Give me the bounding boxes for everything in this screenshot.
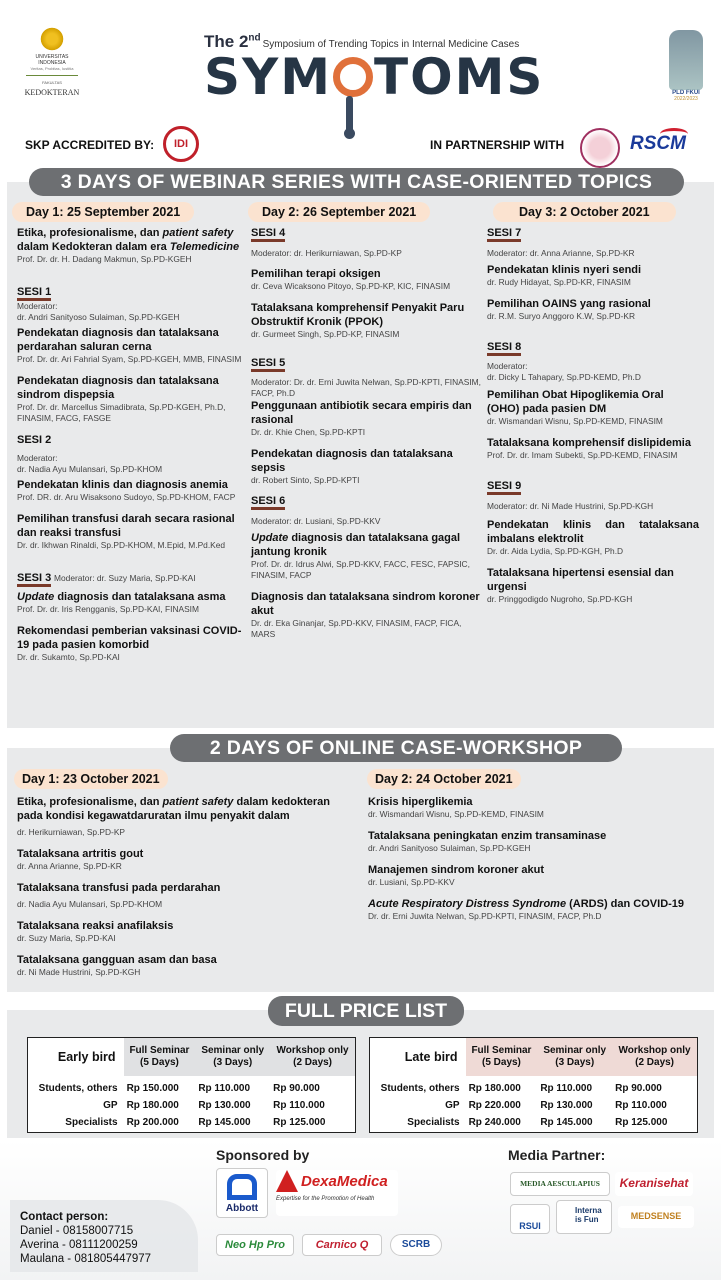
webinar-day2-column <box>251 227 481 649</box>
col-header-line: Seminar only <box>201 1045 265 1056</box>
talk-title: Tatalaksana reaksi anafilaksis <box>17 920 174 932</box>
price-cell: Rp 220.000 <box>468 1100 521 1111</box>
session-label: SESI 8 <box>487 341 521 356</box>
dexa-wordmark-row <box>276 1170 398 1192</box>
session-label: SESI 6 <box>251 495 285 510</box>
speaker: dr. Rudy Hidayat, Sp.PD-KR, FINASIM <box>487 277 631 287</box>
col-header-line: (5 Days) <box>139 1057 179 1068</box>
moderator-label: Moderator: dr. Suzy Maria, Sp.PD-KAI <box>54 573 196 583</box>
talk-title: Pendekatan klinis dan diagnosis anemia <box>17 479 228 491</box>
talk-title-italic: Update <box>251 532 289 544</box>
speaker: dr. Ni Made Hustrini, Sp.PD-KGH <box>17 967 141 977</box>
moderator-name: Moderator: dr. Herikurniawan, Sp.PD-KP <box>251 248 402 258</box>
session-label: SESI 4 <box>251 227 285 242</box>
speaker: Dr. dr. Sukamto, Sp.PD-KAI <box>17 652 120 662</box>
row-label: Specialists <box>407 1117 460 1128</box>
university-name: UNIVERSITAS INDONESIA <box>35 54 69 66</box>
title-p-stem-icon <box>346 96 353 132</box>
talk-title-italic: patient safety <box>162 796 234 808</box>
col-header-line: (2 Days) <box>293 1057 333 1068</box>
speaker: Dr. dr. Aida Lydia, Sp.PD-KGH, Ph.D <box>487 546 624 556</box>
col-header <box>195 1038 270 1076</box>
talk-title-italic: Telemedicine <box>169 241 240 253</box>
price-cell: Rp 150.000 <box>126 1083 179 1094</box>
talk-title: Tatalaksana artritis gout <box>17 848 144 860</box>
rsui-logo: RSUI <box>510 1204 550 1234</box>
talk-title: Pendekatan klinis dan tatalaksana imbalans elektrolit <box>487 519 699 545</box>
talk-title: Tatalaksana komprehensif Penyakit Paru Obstruktif Kronik (PPOK) <box>251 302 465 328</box>
talk-title <box>368 897 708 911</box>
speaker: dr. R.M. Suryo Anggoro K.W, Sp.PD-KR <box>487 311 636 321</box>
university-motto: Veritas, Probitas, Iustitia <box>30 66 74 71</box>
talk-title: Tatalaksana komprehensif dislipidemia <box>487 437 691 449</box>
speaker: dr. Lusiani, Sp.PD-KKV <box>368 877 455 887</box>
moderator-name: Moderator: dr. Ni Made Hustrini, Sp.PD-KGH <box>487 501 654 511</box>
moderator-name: dr. Nadia Ayu Mulansari, Sp.PD-KHOM <box>17 464 163 474</box>
row-label: Students, others <box>380 1083 460 1094</box>
talk-title-italic: patient safety <box>162 227 234 239</box>
table-row <box>370 1097 697 1114</box>
skp-accredited-label: SKP ACCREDITED BY: <box>25 138 155 152</box>
speaker: dr. Robert Sinto, Sp.PD-KPTI <box>251 475 360 485</box>
col-header-line: Workshop only <box>618 1045 691 1056</box>
scrb-logo: SCRB <box>390 1234 442 1256</box>
abbott-logo: Abbott <box>216 1168 268 1218</box>
price-banner: FULL PRICE LIST <box>268 996 464 1026</box>
workshop-day2-column <box>368 795 708 931</box>
medsense-logo: MEDSENSE <box>618 1206 694 1228</box>
col-header <box>270 1038 355 1076</box>
partnership-label: IN PARTNERSHIP WITH <box>430 138 565 152</box>
table-row <box>370 1114 697 1131</box>
col-header <box>466 1038 538 1076</box>
dexa-name: DexaMedica <box>301 1172 388 1190</box>
speaker: dr. Ceva Wicaksono Pitoyo, Sp.PD-KP, KIC, FINASIM <box>251 281 451 291</box>
dexa-tagline: Expertise for the Promotion of Health <box>276 1196 375 1202</box>
session-label: SESI 2 <box>17 434 52 446</box>
idi-logo-icon: IDI <box>163 126 199 162</box>
event-title <box>204 48 544 106</box>
price-cell: Rp 130.000 <box>540 1100 593 1111</box>
col-header-line: (5 Days) <box>481 1057 521 1068</box>
price-cell: Rp 125.000 <box>615 1117 668 1128</box>
workshop-day2-pill: Day 2: 24 October 2021 <box>367 769 521 789</box>
talk-title: Krisis hiperglikemia <box>368 796 473 808</box>
talk-title: Pemilihan OAINS yang rasional <box>487 298 651 310</box>
speaker: Prof. Dr. dr. Idrus Alwi, Sp.PD-KKV, FACC, FESC, FAPSIC, FINASIM, FACP <box>251 559 470 580</box>
media-partner-label: Media Partner: <box>508 1147 606 1163</box>
title-part-a: SYM <box>204 48 332 106</box>
webinar-day1-pill: Day 1: 25 September 2021 <box>12 202 194 222</box>
late-bird-table <box>369 1037 698 1133</box>
talk-title-part: diagnosis dan tatalaksana gagal jantung kronik <box>251 532 461 558</box>
webinar-day3-column <box>487 227 699 614</box>
talk-title-part: Etika, profesionalisme, dan <box>17 227 163 239</box>
talk-title-part: dalam Kedokteran dalam era <box>17 241 170 253</box>
workshop-banner: 2 DAYS OF ONLINE CASE-WORKSHOP <box>170 734 622 762</box>
workshop-day1-pill: Day 1: 23 October 2021 <box>14 769 168 789</box>
talk-title-part: Etika, profesionalisme, dan <box>17 796 163 808</box>
speaker: dr. Nadia Ayu Mulansari, Sp.PD-KHOM <box>17 899 163 909</box>
price-cell: Rp 110.000 <box>540 1083 593 1094</box>
speaker: dr. Anna Arianne, Sp.PD-KR <box>17 861 122 871</box>
interna-is-fun-logo: Interna is Fun <box>556 1200 612 1234</box>
price-cell: Rp 90.000 <box>273 1083 320 1094</box>
speaker: Prof. DR. dr. Aru Wisaksono Sudoyo, Sp.PD-KHOM, FACP <box>17 492 236 502</box>
title-o-ring-icon <box>333 57 373 97</box>
speaker: dr. Herikurniawan, Sp.PD-KP <box>17 827 125 837</box>
talk-title: Tatalaksana transfusi pada perdarahan <box>17 882 221 894</box>
session-label: SESI 7 <box>487 227 521 242</box>
contact-title: Contact person: <box>20 1211 109 1223</box>
session-label: SESI 9 <box>487 480 521 495</box>
webinar-day3-pill: Day 3: 2 October 2021 <box>493 202 676 222</box>
university-seal-icon <box>39 26 65 52</box>
speaker: Prof. Dr. dr. Imam Subekti, Sp.PD-KEMD, FINASIM <box>487 450 678 460</box>
col-header <box>124 1038 196 1076</box>
moderator-label: Moderator: <box>487 361 528 371</box>
row-label: Specialists <box>65 1117 118 1128</box>
talk-title: Tatalaksana peningkatan enzim transaminase <box>368 830 607 842</box>
dexa-logo <box>276 1170 398 1216</box>
contact-entry: Averina - 08111200259 <box>20 1239 138 1251</box>
webinar-day2-pill: Day 2: 26 September 2021 <box>248 202 430 222</box>
workshop-day1-column <box>17 795 347 987</box>
price-cell: Rp 110.000 <box>198 1083 251 1094</box>
title-part-b: TOMS <box>373 48 545 106</box>
talk-title-italic: Update <box>17 591 55 603</box>
moderator-label: Moderator: <box>17 453 58 463</box>
event-subtitle: Symposium of Trending Topics in Internal Medicine Cases <box>262 39 520 50</box>
table-row <box>28 1080 355 1097</box>
speaker: Dr. dr. Erni Juwita Nelwan, Sp.PD-KPTI, FINASIM, FACP, Ph.D <box>368 911 602 921</box>
talk-title: Pendekatan klinis nyeri sendi <box>487 264 642 276</box>
speaker: Prof. Dr. dr. Ari Fahrial Syam, Sp.PD-KGEH, MMB, FINASIM <box>17 354 242 364</box>
contact-entry: Maulana - 081805447977 <box>20 1253 152 1265</box>
abbott-a-icon <box>227 1174 257 1200</box>
col-header-line: (3 Days) <box>555 1057 595 1068</box>
talk-title: Rekomendasi pemberian vaksinasi COVID-19 pada pasien komorbid <box>17 625 242 651</box>
moderator-name: Moderator: Dr. dr. Erni Juwita Nelwan, Sp.PD-KPTI, FINASIM, FACP, Ph.D <box>251 377 481 398</box>
carnico-q-logo: Carnico Q <box>302 1234 382 1256</box>
late-bird-label: Late bird <box>370 1038 466 1076</box>
talk-title <box>17 226 245 254</box>
rscm-logo: RSCM <box>630 133 686 154</box>
col-header-line: Workshop only <box>276 1045 349 1056</box>
speaker: Dr. dr. Eka Ginanjar, Sp.PD-KKV, FINASIM, FACP, FICA, MARS <box>251 618 462 639</box>
faculty-name: KEDOKTERAN <box>24 88 80 97</box>
talk-title-part: (ARDS) dan COVID-19 <box>566 898 685 910</box>
session-label: SESI 5 <box>251 357 285 372</box>
speaker: Dr. dr. Ikhwan Rinaldi, Sp.PD-KHOM, M.Epid, M.Pd.Ked <box>17 540 226 550</box>
speaker: dr. Gurmeet Singh, Sp.PD-KP, FINASIM <box>251 329 400 339</box>
talk-title: Penggunaan antibiotik secara empiris dan rasional <box>251 400 472 426</box>
speaker: dr. Suzy Maria, Sp.PD-KAI <box>17 933 116 943</box>
col-header-line: Full Seminar <box>471 1045 532 1056</box>
neo-hp-pro-logo: Neo Hp Pro <box>216 1234 294 1256</box>
price-cell: Rp 180.000 <box>468 1083 521 1094</box>
col-header-line: (3 Days) <box>213 1057 253 1068</box>
speaker: Prof. Dr. dr. H. Dadang Makmun, Sp.PD-KGEH <box>17 254 192 264</box>
speaker: dr. Wismandari Wisnu, Sp.PD-KEMD, FINASIM <box>368 809 544 819</box>
col-header <box>537 1038 612 1076</box>
speaker: Prof. Dr. dr. Iris Rengganis, Sp.PD-KAI, FINASIM <box>17 604 199 614</box>
contact-entry: Daniel - 08158007715 <box>20 1225 134 1237</box>
talk-title: Manajemen sindrom koroner akut <box>368 864 545 876</box>
talk-title-part: dalam kedokteran pada kondisi kegawatdaruratan ilmu penyakit dalam <box>17 796 331 822</box>
faculty-label: FAKULTAS <box>42 80 62 85</box>
moderator-name: dr. Andri Sanityoso Sulaiman, Sp.PD-KGEH <box>17 312 180 322</box>
pld-caduceus-icon <box>669 30 703 90</box>
talk-title: Pemilihan Obat Hipoglikemia Oral (OHO) pada pasien DM <box>487 389 664 415</box>
speaker: dr. Andri Sanityoso Sulaiman, Sp.PD-KGEH <box>368 843 531 853</box>
divider <box>26 75 78 76</box>
table-row <box>370 1080 697 1097</box>
talk-title: Tatalaksana gangguan asam dan basa <box>17 954 217 966</box>
price-cell: Rp 200.000 <box>126 1117 179 1128</box>
talk-title: Pendekatan diagnosis dan tatalaksana sindrom dispepsia <box>17 375 219 401</box>
webinar-day1-column <box>17 226 245 672</box>
talk-title <box>17 590 245 604</box>
price-cell: Rp 240.000 <box>468 1117 521 1128</box>
moderator-name: dr. Dicky L Tahapary, Sp.PD-KEMD, Ph.D <box>487 372 641 382</box>
title-the: The 2 <box>204 32 249 51</box>
contact-box <box>10 1200 198 1272</box>
talk-title: Tatalaksana hipertensi esensial dan urgensi <box>487 567 674 593</box>
price-cell: Rp 145.000 <box>198 1117 251 1128</box>
row-label: GP <box>445 1100 460 1111</box>
speaker: dr. Pringgodigdo Nugroho, Sp.PD-KGH <box>487 594 633 604</box>
early-bird-label: Early bird <box>28 1038 124 1076</box>
sponsored-by-label: Sponsored by <box>216 1147 310 1163</box>
title-ordinal: nd <box>248 32 261 44</box>
speaker: dr. Wismandari Wisnu, Sp.PD-KEMD, FINASIM <box>487 416 663 426</box>
early-bird-table <box>27 1037 356 1133</box>
media-aesculapius-logo: MEDIA AESCULAPIUS <box>510 1172 610 1196</box>
col-header-line: Full Seminar <box>129 1045 190 1056</box>
title-p-dot-icon <box>344 128 355 139</box>
talk-title-italic: Acute Respiratory Distress Syndrome <box>368 898 567 910</box>
speaker: Prof. Dr. dr. Marcellus Simadibrata, Sp.PD-KGEH, Ph.D, FINASIM, FACG, FASGE <box>17 402 226 423</box>
table-row <box>28 1114 355 1131</box>
moderator-label: Moderator: <box>17 301 58 311</box>
moderator-name: Moderator: dr. Lusiani, Sp.PD-KKV <box>251 516 381 526</box>
talk-title: Pendekatan diagnosis dan tatalaksana perdarahan saluran cerna <box>17 327 219 353</box>
webinar-banner: 3 DAYS OF WEBINAR SERIES WITH CASE-ORIENTED TOPICS <box>29 168 684 196</box>
table-row <box>28 1097 355 1114</box>
pld-logo-block <box>664 30 708 102</box>
talk-title: Diagnosis dan tatalaksana sindrom koroner akut <box>251 591 480 617</box>
col-header <box>612 1038 697 1076</box>
row-label: Students, others <box>38 1083 118 1094</box>
talk-title: Pemilihan transfusi darah secara rasional dan reaksi transfusi <box>17 513 235 539</box>
speaker: Dr. dr. Khie Chen, Sp.PD-KPTI <box>251 427 366 437</box>
dexa-triangle-icon <box>276 1170 298 1192</box>
price-cell: Rp 90.000 <box>615 1083 662 1094</box>
pld-name: PLD FKUI <box>672 90 700 96</box>
price-cell: Rp 110.000 <box>615 1100 667 1111</box>
price-cell: Rp 125.000 <box>273 1117 326 1128</box>
talk-title: Pemilihan terapi oksigen <box>251 268 381 280</box>
keranisehat-logo: Keranisehat <box>615 1172 693 1196</box>
pld-year: 2022/2023 <box>674 96 698 102</box>
talk-title <box>17 795 347 823</box>
price-cell: Rp 180.000 <box>126 1100 179 1111</box>
talk-title: Pendekatan diagnosis dan tatalaksana sepsis <box>251 448 453 474</box>
partner-seal-icon <box>580 128 620 168</box>
price-cell: Rp 130.000 <box>198 1100 251 1111</box>
moderator-name: Moderator: dr. Anna Arianne, Sp.PD-KR <box>487 248 635 258</box>
talk-title <box>251 531 481 559</box>
ui-logo-block <box>22 26 82 97</box>
col-header-line: (2 Days) <box>635 1057 675 1068</box>
col-header-line: Seminar only <box>543 1045 607 1056</box>
price-cell: Rp 145.000 <box>540 1117 593 1128</box>
talk-title-part: diagnosis dan tatalaksana asma <box>54 591 226 603</box>
price-cell: Rp 110.000 <box>273 1100 325 1111</box>
session-label: SESI 3 <box>17 572 51 587</box>
session-label: SESI 1 <box>17 286 51 301</box>
row-label: GP <box>103 1100 118 1111</box>
